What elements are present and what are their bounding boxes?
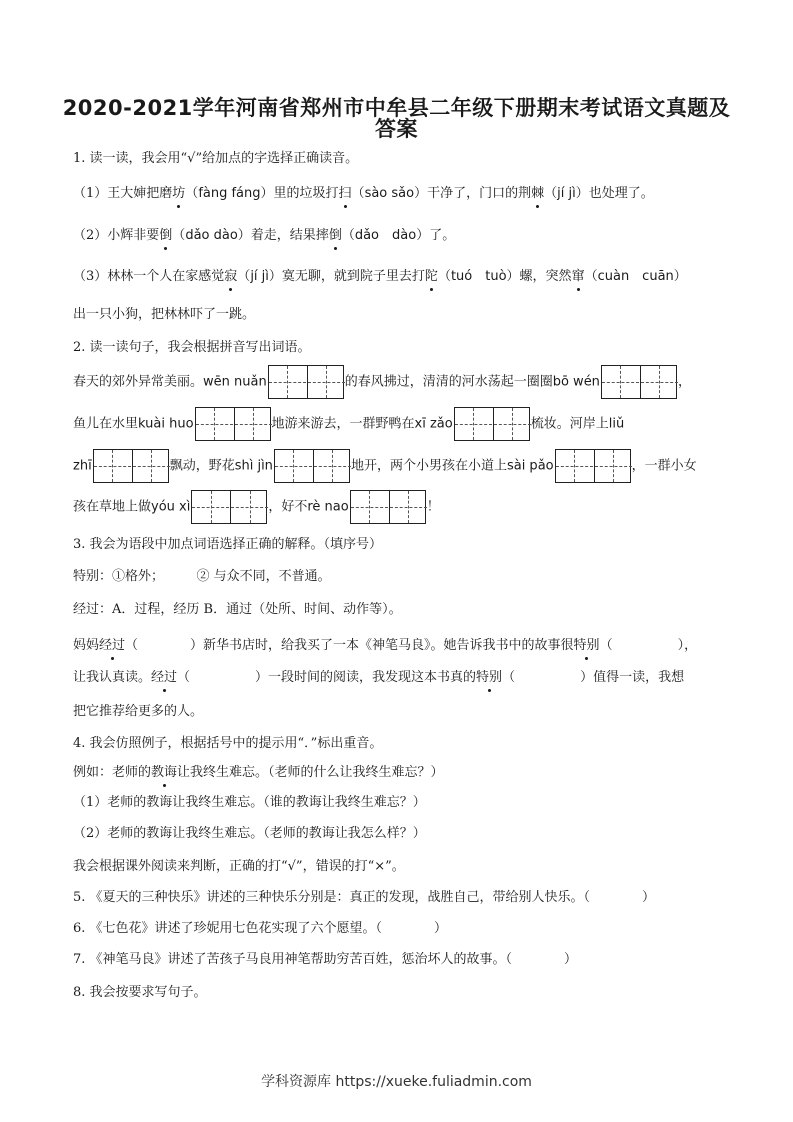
page-title: 2020-2021学年河南省郑州市中牟县二年级下册期末考试语文真题及 bbox=[62, 96, 731, 120]
writing-grid[interactable] bbox=[195, 407, 271, 441]
question-1-item-2: （2）小辉非要倒（dǎo dào）着走，结果摔倒（dǎo dào）了。 bbox=[73, 226, 455, 246]
pinyin-option: tuó tuò bbox=[450, 269, 507, 284]
question-1-stem: 1. 读一读，我会用“√”给加点的字选择正确读音。 bbox=[73, 151, 359, 166]
dotted-char: 寂 bbox=[224, 267, 237, 287]
writing-grid[interactable] bbox=[555, 449, 631, 483]
question-2-stem: 2. 读一读句子，我会根据拼音写出词语。 bbox=[73, 340, 311, 355]
page-title-continued: 答案 bbox=[375, 117, 418, 141]
question-3-para-1: 妈妈经过（ ）新华书店时，给我买了一本《神笔马良》。她告诉我书中的故事很特别（ ）， bbox=[73, 636, 697, 656]
writing-grid[interactable] bbox=[93, 449, 169, 483]
question-3-para-2: 让我认真读。经过（ ）一段时间的阅读，我发现这本书真的特别（ ）值得一读，我想 bbox=[73, 668, 684, 688]
pinyin-option: dǎo dào bbox=[185, 228, 238, 243]
writing-grid[interactable] bbox=[454, 407, 530, 441]
dotted-char: 陀 bbox=[425, 267, 438, 287]
writing-grid[interactable] bbox=[350, 490, 426, 524]
question-1-item-3-cont: 出一只小狗，把林林吓了一跳。 bbox=[73, 307, 256, 322]
dotted-word: 教诲 bbox=[151, 763, 177, 783]
question-2-line-4: 孩在草地上做yóu xì ，好不rè nao ！ bbox=[73, 490, 440, 525]
question-5: 5. 《夏天的三种快乐》讲述的三种快乐分别是：真正的发现，战胜自己，带给别人快乐。（ ） bbox=[73, 890, 656, 905]
pinyin-option: jí jì bbox=[557, 186, 576, 201]
question-3-def-2: 经过：A．过程，经历 B．通过（处所、时间、动作等）。 bbox=[73, 602, 402, 617]
pinyin-option: jí jì bbox=[250, 269, 269, 284]
question-6: 6. 《七色花》讲述了珍妮用七色花实现了六个愿望。（ ） bbox=[73, 921, 448, 936]
question-3-para-3: 把它推荐给更多的人。 bbox=[73, 704, 204, 719]
question-2-line-1: 春天的郊外异常美丽。wēn nuǎn 的春风拂过，清清的河水荡起一圈圈bō wén ， bbox=[73, 365, 691, 400]
question-2-line-2: 鱼儿在水里kuài huo 地游来游去，一群野鸭在xī zǎo 梳妆。河岸上liǔ bbox=[73, 407, 624, 442]
dotted-char: 坊 bbox=[172, 184, 185, 204]
question-7: 7. 《神笔马良》讲述了苦孩子马良用神笔帮助穷苦百姓，惩治坏人的故事。（ ） bbox=[73, 952, 578, 967]
dotted-char: 棘 bbox=[531, 184, 544, 204]
judge-intro: 我会根据课外阅读来判断，正确的打“√”，错误的打“×”。 bbox=[73, 859, 405, 874]
dotted-char: 窜 bbox=[572, 267, 585, 287]
dotted-word: 经过 bbox=[151, 668, 177, 688]
question-4-stem: 4. 我会仿照例子，根据括号中的提示用“．”标出重音。 bbox=[73, 736, 383, 751]
question-1-item-1: （1）王大婶把磨坊（fàng fáng）里的垃圾打扫（sào sǎo）干净了，门口的荆棘（jí jì）也处理了。 bbox=[73, 184, 654, 204]
writing-grid[interactable] bbox=[191, 490, 267, 524]
dotted-word: 经过 bbox=[99, 636, 125, 656]
pinyin-option: fàng fáng bbox=[198, 186, 261, 201]
question-4-item-2: （2）老师的教诲让我终生难忘。（老师的教诲让我怎么样？） bbox=[73, 826, 426, 841]
question-8: 8. 我会按要求写句子。 bbox=[73, 985, 207, 1000]
writing-grid[interactable] bbox=[268, 365, 344, 399]
pinyin-option: dǎo dào bbox=[354, 228, 417, 243]
question-4-example: 例如：老师的教诲让我终生难忘。（老师的什么让我终生难忘？） bbox=[73, 763, 444, 783]
writing-grid[interactable] bbox=[601, 365, 677, 399]
dotted-char: 倒 bbox=[329, 226, 342, 246]
pinyin-option: cuàn cuān bbox=[597, 269, 674, 284]
writing-grid[interactable] bbox=[274, 449, 350, 483]
dotted-char: 倒 bbox=[159, 226, 172, 246]
pinyin-option: sào sǎo bbox=[364, 186, 415, 201]
question-3-stem: 3. 我会为语段中加点词语选择正确的解释。（填序号） bbox=[73, 537, 383, 552]
page-footer: 学科资源库 https://xueke.fuliadmin.com bbox=[261, 1074, 532, 1090]
question-2-line-3: zhī 飘动，野花shì jìn 地开，两个小男孩在小道上sài pǎo ，一群小女 bbox=[73, 449, 697, 484]
dotted-word: 特别 bbox=[574, 636, 600, 656]
dotted-char: 扫 bbox=[339, 184, 352, 204]
question-3-def-1: 特别：①格外； ② 与众不同，不普通。 bbox=[73, 569, 331, 584]
question-1-item-3: （3）林林一个人在家感觉寂（jí jì）寞无聊，就到院子里去打陀（tuó tuò）螺，突然窜（cuàn cuān） bbox=[73, 267, 687, 287]
question-4-item-1: （1）老师的教诲让我终生难忘。（谁的教诲让我终生难忘？） bbox=[73, 795, 426, 810]
dotted-word: 特别 bbox=[476, 668, 502, 688]
